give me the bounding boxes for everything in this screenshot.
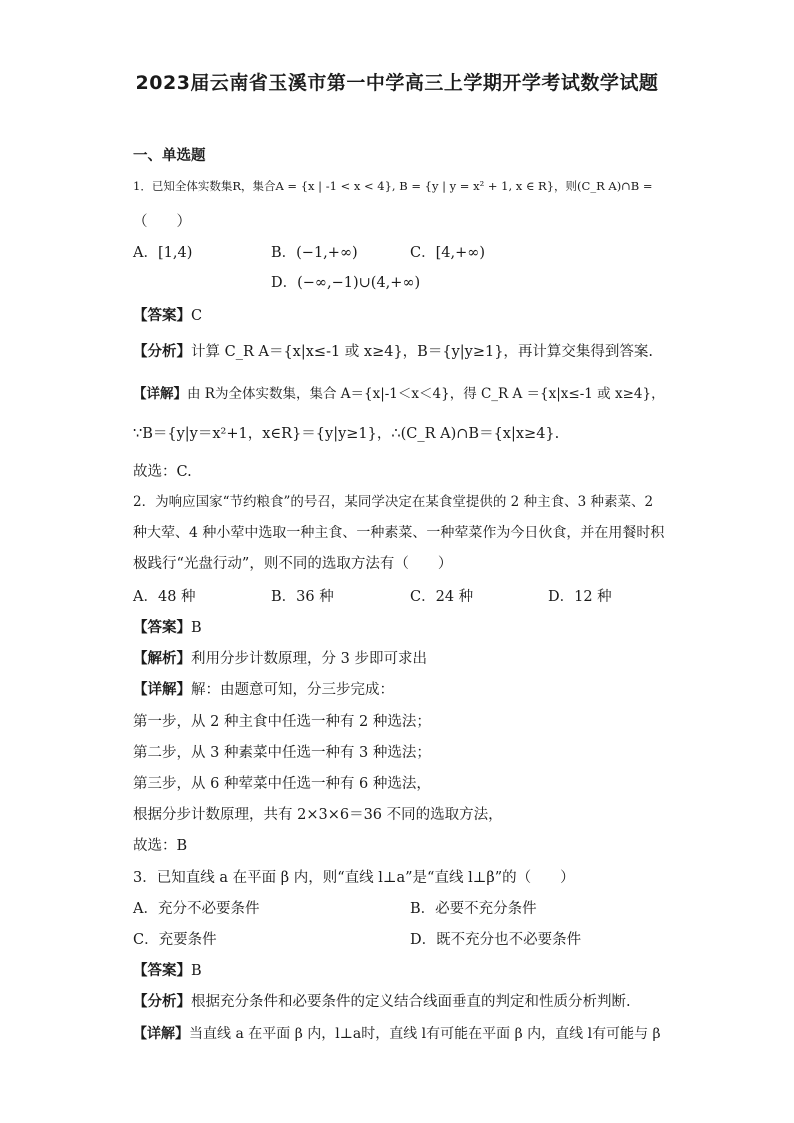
detail-tag: 【详解】	[133, 1026, 189, 1042]
answer-tag: 【答案】	[133, 962, 191, 979]
q1-option-a: A．[1,4)	[133, 245, 193, 261]
detail-text: 解：由题意可知，分三步完成：	[191, 682, 394, 698]
q2-step1: 第一步，从 2 种主食中任选一种有 2 种选法；	[133, 714, 431, 730]
q3-detail-line1	[133, 1024, 661, 1044]
q1-option-c: C．[4,+∞)	[410, 245, 485, 261]
q2-answer	[133, 618, 202, 638]
q3-option-d: D．既不充分也不必要条件	[410, 932, 582, 948]
q2-step2: 第二步，从 3 种素菜中任选一种有 3 种选法；	[133, 745, 431, 761]
page-title: 2023届云南省玉溪市第一中学高三上学期开学考试数学试题	[135, 72, 659, 94]
q3-option-c: C．充要条件	[133, 932, 217, 948]
analysis-text: 根据充分条件和必要条件的定义结合线面垂直的判定和性质分析判断.	[191, 994, 631, 1010]
answer-tag: 【答案】	[133, 619, 191, 636]
q1-conclusion: 故选：C.	[133, 464, 192, 480]
analysis-text: 计算 C_R A＝{x|x≤-1 或 x≥4}，B＝{y|y≥1}，再计算交集得到答案.	[191, 344, 654, 360]
q3-analysis	[133, 992, 631, 1012]
q2-stem-line2: 种大荤、4 种小荤中选取一种主食、一种素菜、一种荤菜作为今日伙食，并在用餐时积	[133, 525, 665, 541]
detail-tag: 【详解】	[133, 681, 191, 698]
q2-stem-line1: 2．为响应国家“节约粮食”的号召，某同学决定在某食堂提供的 2 种主食、3 种素菜、2	[133, 494, 654, 510]
q1-stem-line1: 1．已知全体实数集R，集合A = {x | -1 < x < 4}, B = {y | y = x² + 1, x ∈ R}，则(C_R A)∩B =	[133, 179, 653, 193]
q1-option-d: D．(−∞,−1)∪(4,+∞)	[271, 275, 421, 291]
section-heading: 一、单选题	[133, 148, 206, 164]
q3-option-b: B．必要不充分条件	[410, 901, 537, 917]
answer-tag: 【答案】	[133, 307, 191, 324]
answer-value: C	[191, 308, 203, 324]
q1-detail-line1	[133, 384, 665, 404]
analysis-tag: 【分析】	[133, 993, 191, 1010]
detail-text: 当直线 a 在平面 β 内，l⊥a时，直线 l有可能在平面 β 内，直线 l有可能与 β	[189, 1026, 661, 1042]
q2-step4: 根据分步计数原理，共有 2×3×6＝36 不同的选取方法，	[133, 807, 503, 823]
analysis-text: 利用分步计数原理，分 3 步即可求出	[191, 651, 427, 667]
answer-value: B	[191, 620, 202, 636]
q2-conclusion: 故选：B	[133, 838, 188, 854]
q2-step3: 第三步，从 6 种荤菜中任选一种有 6 种选法，	[133, 776, 431, 792]
q1-answer	[133, 306, 202, 326]
q1-option-b: B．(−1,+∞)	[271, 245, 358, 261]
analysis-tag: 【分析】	[133, 343, 191, 360]
q2-stem-line3: 极践行“光盘行动”，则不同的选取方法有（ ）	[133, 556, 453, 572]
q1-analysis	[133, 342, 653, 362]
q1-stem-line2: （ ）	[133, 214, 191, 230]
q3-answer	[133, 961, 202, 981]
detail-text: 由 R为全体实数集，集合 A＝{x|-1＜x＜4}，得 C_R A ＝{x|x≤-1 或 x≥4}，	[187, 386, 665, 402]
q3-stem-line1: 3．已知直线 a 在平面 β 内，则“直线 l⊥a”是“直线 l⊥β”的（ ）	[133, 870, 575, 886]
answer-value: B	[191, 963, 202, 979]
q2-option-a: A．48 种	[133, 589, 196, 605]
q3-option-a: A．充分不必要条件	[133, 901, 260, 917]
analysis-tag: 【解析】	[133, 650, 191, 667]
q2-detail-line1	[133, 680, 394, 700]
q2-option-c: C．24 种	[410, 589, 474, 605]
q2-option-d: D．12 种	[548, 589, 612, 605]
q2-option-b: B．36 种	[271, 589, 334, 605]
detail-tag: 【详解】	[133, 386, 187, 402]
q2-analysis	[133, 649, 427, 669]
q1-detail-line2: ∵B＝{y|y＝x²+1，x∈R}＝{y|y≥1}，∴(C_R A)∩B＝{x|x≥4}.	[133, 426, 560, 442]
